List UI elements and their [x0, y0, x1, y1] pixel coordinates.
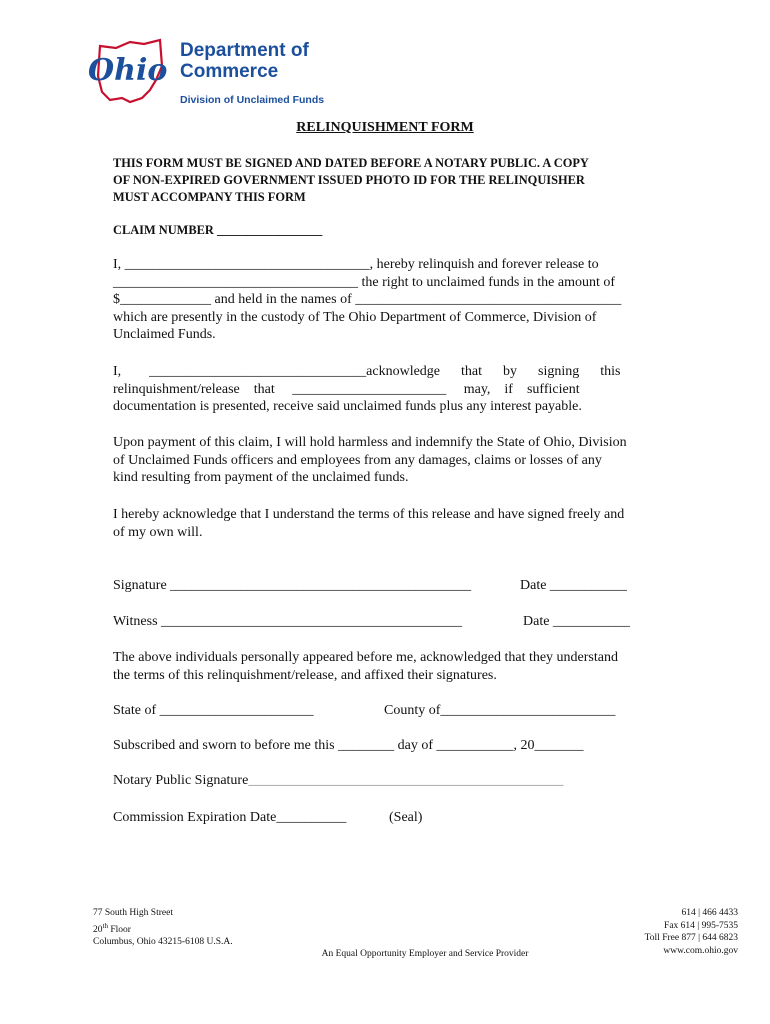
signature-field[interactable]: Signature ___________________________________________: [113, 578, 472, 593]
recipient-amount-line[interactable]: ___________________________________ the right to unclaimed funds in the amount of: [113, 274, 616, 290]
indemnify-paragraph: Upon payment of this claim, I will hold harmless and indemnify the State of Ohio, Division of Unclaimed Funds officers and employees from any damages, claims or losses of any kind resulting from payment of the unclaimed funds.: [113, 435, 627, 485]
relinquish-paragraph: I, ___________________________________, hereby relinquish and forever release to ___________________________________ the right to unclaimed funds in the amount of $_____________ and held in the names of ______________________________________ which are presently in the custody of The Ohio Department of Commerce, Division of Unclaimed Funds.: [113, 256, 658, 344]
commission-expiration-field[interactable]: Commission Expiration Date__________: [113, 810, 347, 825]
notary-signature-line[interactable]: _____________________________________________: [248, 773, 564, 788]
witness-date-field[interactable]: Date ___________: [523, 614, 630, 629]
notary-statement: The above individuals personally appeared before me, acknowledged that they understand the terms of this relinquishment/release, and affixed their signatures.: [113, 650, 618, 683]
website-link[interactable]: www.com.ohio.gov: [663, 945, 738, 956]
release-party-line[interactable]: relinquishment/release that ______________________ may, if sufficient: [113, 381, 580, 397]
notary-notice: THIS FORM MUST BE SIGNED AND DATED BEFORE A NOTARY PUBLIC. A COPY OF NON-EXPIRED GOVERNMENT ISSUED PHOTO ID FOR THE RELINQUISHER MUST ACCOMPANY THIS FORM: [113, 156, 589, 204]
claim-number-field[interactable]: CLAIM NUMBER _________________: [113, 223, 323, 237]
notary-signature-label: Notary Public Signature: [113, 773, 249, 788]
ohio-script-text: Ohio: [88, 53, 168, 88]
department-name: Department of Commerce: [180, 40, 309, 82]
footer-contact: 614 | 466 4433 Fax 614 | 995-7535 Toll Free 877 | 644 6823 www.com.ohio.gov: [644, 908, 738, 956]
witness-field[interactable]: Witness ___________________________________________: [113, 614, 463, 629]
acknowledge-paragraph: I, _______________________________acknowledge that by signing this relinquishment/release that ______________________ may, if sufficient documentation is presented, receive said unclaimed funds plus any interest payable.: [113, 363, 658, 416]
county-field[interactable]: County of_________________________: [384, 703, 616, 718]
notary-signature-row: [113, 773, 563, 789]
acknowledger-name-line[interactable]: I, _______________________________acknowledge that by signing this: [113, 364, 621, 379]
subscribed-sworn-field[interactable]: Subscribed and sworn to before me this ________ day of ___________, 20_______: [113, 738, 584, 753]
division-name: Division of Unclaimed Funds: [180, 94, 325, 106]
footer-address: 77 South High Street 20th Floor Columbus, Ohio 43215-6108 U.S.A.: [93, 908, 233, 948]
state-field[interactable]: State of ______________________: [113, 703, 314, 718]
amount-names-line[interactable]: $_____________ and held in the names of ______________________________________: [113, 292, 622, 307]
relinquisher-name-line[interactable]: I, ___________________________________, hereby relinquish and forever release to: [113, 257, 599, 272]
free-will-paragraph: I hereby acknowledge that I understand the terms of this release and have signed freely and of my own will.: [113, 507, 625, 540]
seal-label: (Seal): [389, 810, 423, 825]
signature-date-field[interactable]: Date ___________: [520, 578, 627, 593]
form-title: RELINQUISHMENT FORM: [296, 120, 474, 135]
eoe-statement: An Equal Opportunity Employer and Service Provider: [321, 949, 529, 959]
